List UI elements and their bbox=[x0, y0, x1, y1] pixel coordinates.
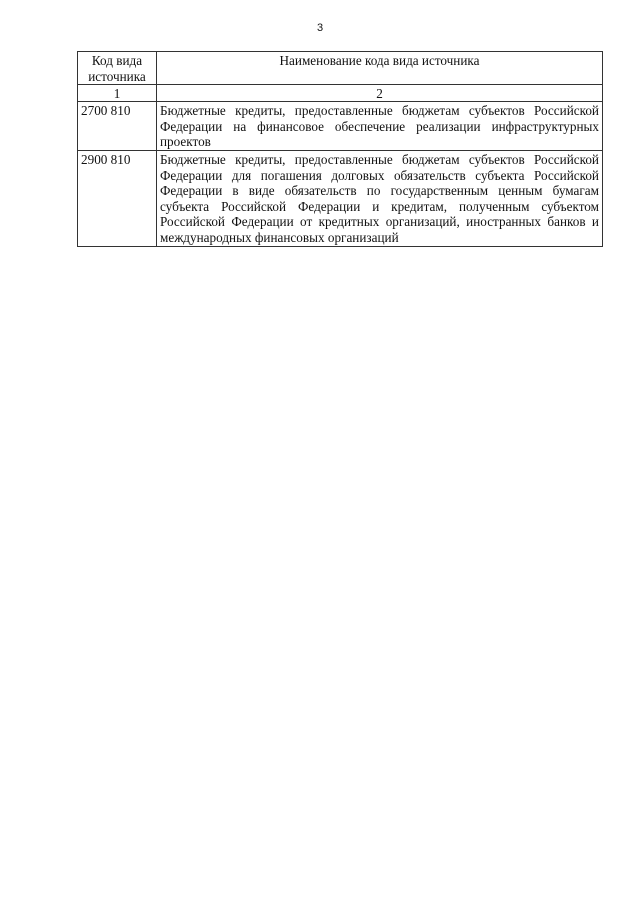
page-number: 3 bbox=[316, 22, 324, 34]
row-code: 2900 810 bbox=[78, 150, 157, 246]
column-number-row bbox=[78, 85, 603, 102]
header-code-cell bbox=[78, 52, 157, 85]
column-number-2: 2 bbox=[157, 85, 603, 102]
row-code: 2700 810 bbox=[78, 102, 157, 151]
header-code-line2: источника bbox=[88, 68, 146, 84]
column-number-1: 1 bbox=[78, 85, 157, 102]
table-header-row bbox=[78, 52, 603, 85]
row-name: Бюджетные кредиты, предоставленные бюджетам субъектов Российской Федерации для погашения долговых обязательств субъекта Российской Федерации в виде обязательств по государственным ценным бумагам субъекта Российской Федерации и кредитам, полученным субъектом Российской Федерации от кредитных организаций, иностранных банков и международных финансовых организаций bbox=[157, 150, 603, 246]
header-code-line1: Код вида bbox=[91, 53, 143, 68]
table-row bbox=[78, 150, 603, 246]
table-row bbox=[78, 102, 603, 151]
source-codes-table bbox=[77, 51, 603, 247]
row-name: Бюджетные кредиты, предоставленные бюджетам субъектов Российской Федерации на финансовое обеспечение реализации инфраструктурных проектов bbox=[157, 102, 603, 151]
header-name-cell: Наименование кода вида источника bbox=[157, 52, 603, 85]
